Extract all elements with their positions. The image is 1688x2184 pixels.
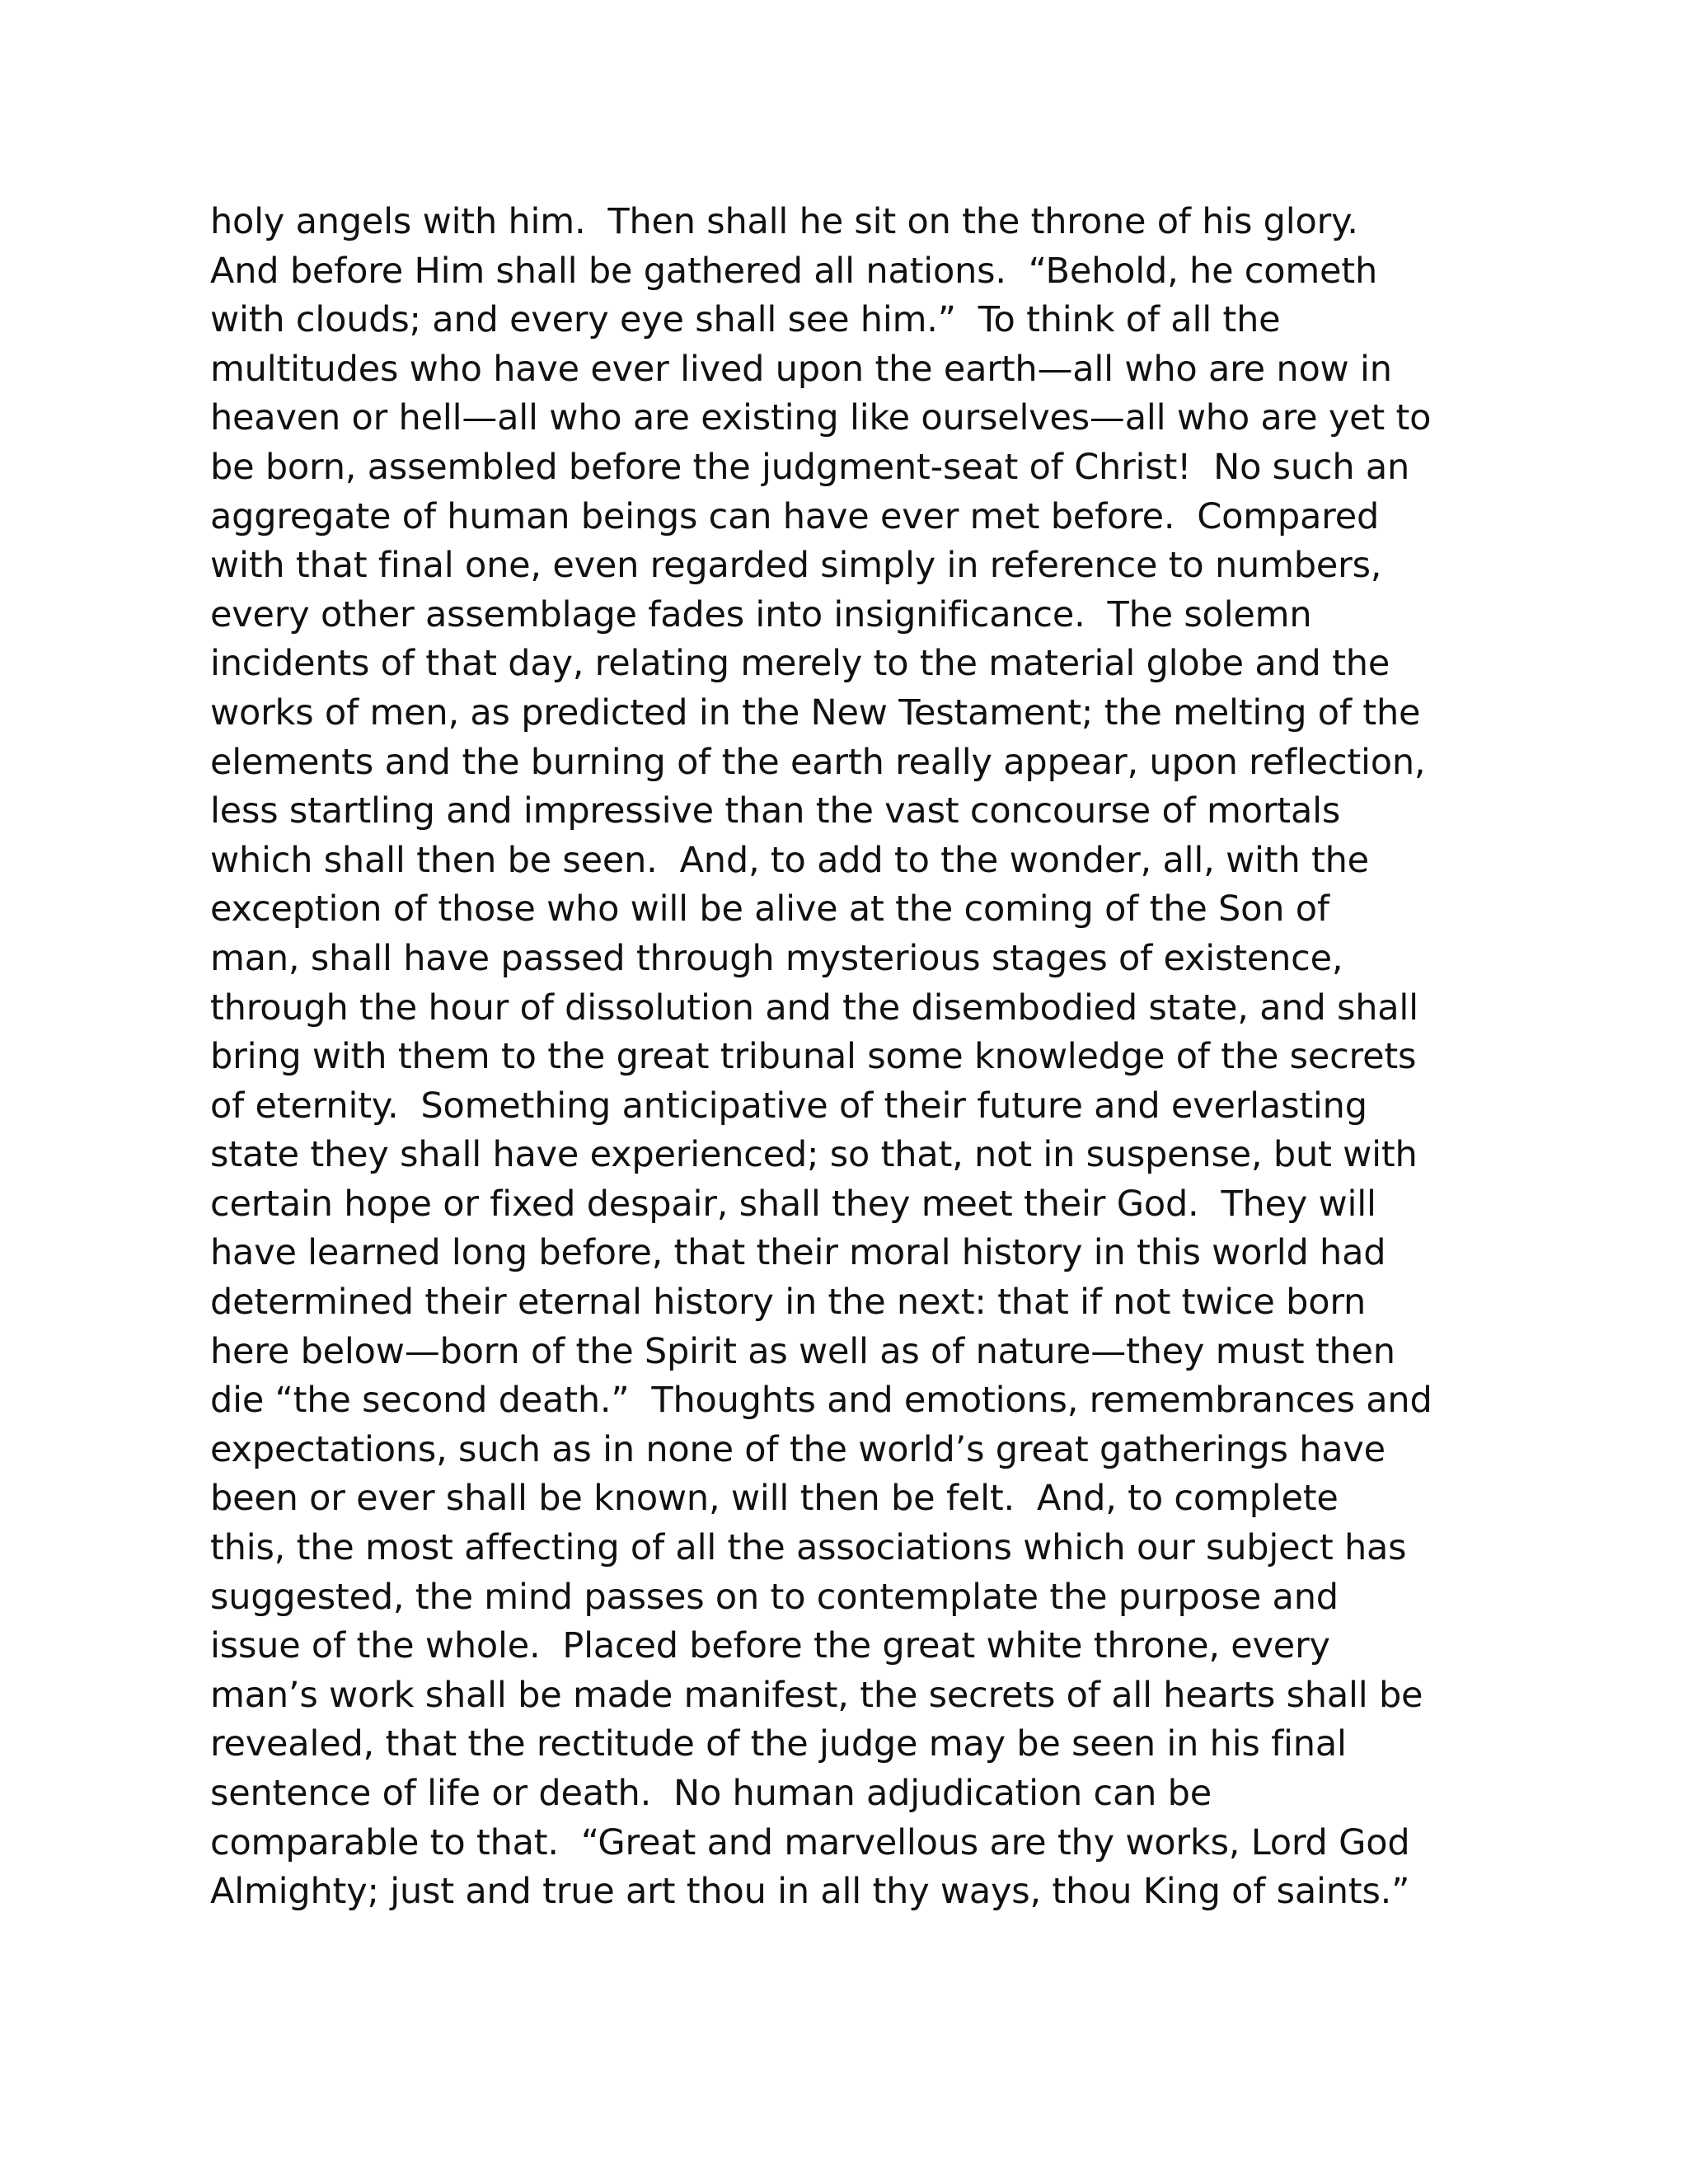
text-line: works of men, as predicted in the New Testament; the melting of the xyxy=(210,691,1421,733)
text-line: state they shall have experienced; so that, not in suspense, but with xyxy=(210,1134,1418,1176)
text-line: bring with them to the great tribunal some knowledge of the secrets xyxy=(210,1036,1417,1078)
text-line: die “the second death.” Thoughts and emotions, remembrances and xyxy=(210,1380,1432,1422)
text-line: through the hour of dissolution and the disembodied state, and shall xyxy=(210,987,1418,1029)
text-line: certain hope or fixed despair, shall they meet their God. They will xyxy=(210,1183,1376,1225)
text-line: Almighty; just and true art thou in all thy ways, thou King of saints.” xyxy=(210,1871,1410,1913)
text-line: comparable to that. “Great and marvellous are thy works, Lord God xyxy=(210,1821,1410,1863)
text-line: man’s work shall be made manifest, the secrets of all hearts shall be xyxy=(210,1674,1423,1716)
text-line: sentence of life or death. No human adjudication can be xyxy=(210,1773,1212,1814)
body-text xyxy=(210,198,1496,1917)
text-line: holy angels with him. Then shall he sit on the throne of his glory. xyxy=(210,201,1358,242)
text-line: suggested, the mind passes on to contemplate the purpose and xyxy=(210,1576,1339,1618)
text-line: this, the most affecting of all the associations which our subject has xyxy=(210,1527,1407,1569)
text-line: elements and the burning of the earth really appear, upon reflection, xyxy=(210,741,1426,783)
text-line: expectations, such as in none of the world’s great gatherings have xyxy=(210,1428,1386,1470)
text-line: And before Him shall be gathered all nations. “Behold, he cometh xyxy=(210,250,1377,292)
text-line: be born, assembled before the judgment-seat of Christ! No such an xyxy=(210,446,1410,488)
text-line: here below—born of the Spirit as well as of nature—they must then xyxy=(210,1330,1395,1372)
text-line: have learned long before, that their moral history in this world had xyxy=(210,1232,1386,1274)
text-line: revealed, that the rectitude of the judge may be seen in his final xyxy=(210,1723,1347,1765)
text-line: exception of those who will be alive at the coming of the Son of xyxy=(210,888,1329,930)
text-line: aggregate of human beings can have ever met before. Compared xyxy=(210,495,1380,537)
text-line: man, shall have passed through mysterious stages of existence, xyxy=(210,937,1343,979)
text-line: determined their eternal history in the next: that if not twice born xyxy=(210,1282,1367,1324)
text-line: less startling and impressive than the vast concourse of mortals xyxy=(210,790,1341,832)
text-line: multitudes who have ever lived upon the earth—all who are now in xyxy=(210,348,1392,390)
text-line: of eternity. Something anticipative of their future and everlasting xyxy=(210,1085,1367,1127)
text-line: incidents of that day, relating merely to the material globe and the xyxy=(210,643,1390,685)
text-line: with clouds; and every eye shall see him.” To think of all the xyxy=(210,299,1281,341)
text-line: issue of the whole. Placed before the great white throne, every xyxy=(210,1625,1330,1667)
text-line: with that final one, even regarded simply in reference to numbers, xyxy=(210,545,1382,587)
text-line: every other assemblage fades into insignificance. The solemn xyxy=(210,593,1312,635)
text-line: which shall then be seen. And, to add to the wonder, all, with the xyxy=(210,839,1369,881)
text-line: been or ever shall be known, will then be felt. And, to complete xyxy=(210,1478,1339,1520)
text-line: heaven or hell—all who are existing like ourselves—all who are yet to xyxy=(210,397,1432,439)
